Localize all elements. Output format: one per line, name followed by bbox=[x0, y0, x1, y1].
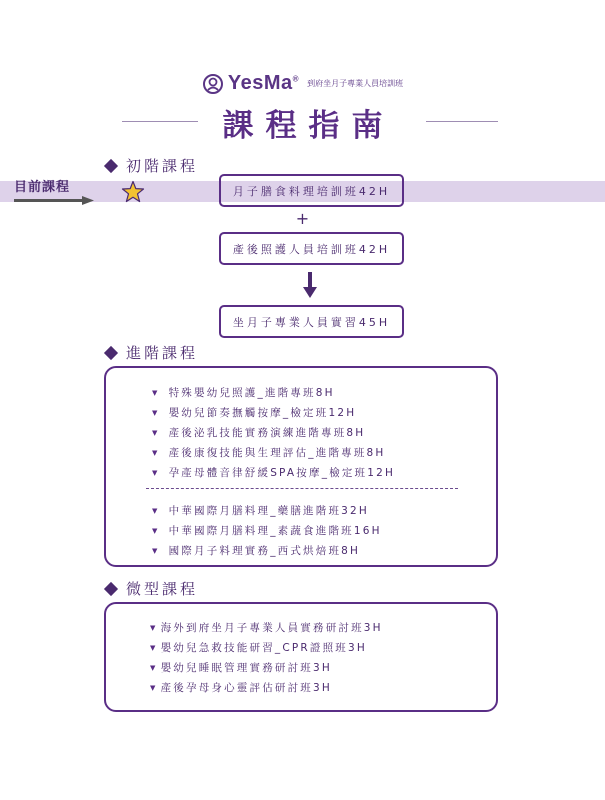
advanced-course-panel bbox=[104, 366, 498, 567]
triangle-bullet-icon: ▼ bbox=[150, 623, 158, 632]
triangle-bullet-icon: ▼ bbox=[150, 643, 158, 652]
list-item: ▼ 特殊嬰幼兒照護_進階專班8H bbox=[152, 387, 335, 399]
micro-course-panel bbox=[104, 602, 498, 712]
list-item: ▼ 中華國際月膳料理_素蔬食進階班16H bbox=[152, 525, 382, 537]
title-row bbox=[0, 100, 605, 144]
basic-heading-label: 初階課程 bbox=[126, 157, 199, 175]
list-item: ▼ 嬰幼兒急救技能研習_CPR證照班3H bbox=[150, 642, 367, 654]
list-item: ▼ 產後孕母身心靈評估研討班3H bbox=[150, 682, 332, 694]
brand-name: YesMa® bbox=[227, 72, 300, 94]
down-arrow-icon bbox=[303, 272, 317, 298]
course-box-postpartum-care: 產後照護人員培訓班42H bbox=[219, 232, 404, 265]
triangle-bullet-icon: ▼ bbox=[150, 683, 158, 692]
plus-sign: + bbox=[295, 209, 310, 228]
list-item: ▼ 產後泌乳技能實務演練進階專班8H bbox=[152, 427, 366, 439]
course-box-current: 月子膳食料理培訓班42H bbox=[219, 174, 404, 207]
triangle-bullet-icon: ▼ bbox=[152, 448, 160, 457]
list-item: ▼ 中華國際月膳料理_藥膳進階班32H bbox=[152, 505, 369, 517]
list-item: ▼ 嬰幼兒節奏撫觸按摩_檢定班12H bbox=[152, 407, 357, 419]
list-item: ▼ 孕產母體音律舒緩SPA按摩_檢定班12H bbox=[152, 467, 396, 479]
triangle-bullet-icon: ▼ bbox=[152, 526, 160, 535]
micro-heading-label: 微型課程 bbox=[126, 580, 199, 598]
right-arrow-icon bbox=[14, 196, 94, 206]
mother-baby-icon bbox=[202, 73, 224, 95]
brand-logo bbox=[0, 72, 605, 99]
list-item: ▼ 海外到府坐月子專業人員實務研討班3H bbox=[150, 622, 383, 634]
diamond-icon bbox=[104, 581, 118, 595]
advanced-heading-label: 進階課程 bbox=[126, 344, 199, 362]
micro-heading bbox=[106, 578, 198, 599]
triangle-bullet-icon: ▼ bbox=[150, 663, 158, 672]
dashed-divider bbox=[146, 488, 458, 489]
brand-tagline: 到府坐月子專業人員培訓班 bbox=[307, 79, 404, 88]
triangle-bullet-icon: ▼ bbox=[152, 408, 160, 417]
page-title: 課程指南 bbox=[222, 108, 395, 144]
triangle-bullet-icon: ▼ bbox=[152, 546, 160, 555]
title-divider-right bbox=[426, 121, 498, 122]
current-course-label: 目前課程 bbox=[14, 180, 71, 195]
diamond-icon bbox=[104, 158, 118, 172]
basic-heading bbox=[106, 155, 198, 176]
list-item: ▼ 嬰幼兒睡眠管理實務研討班3H bbox=[150, 662, 332, 674]
triangle-bullet-icon: ▼ bbox=[152, 428, 160, 437]
triangle-bullet-icon: ▼ bbox=[152, 468, 160, 477]
advanced-heading bbox=[106, 342, 198, 363]
diamond-icon bbox=[104, 345, 118, 359]
list-item: ▼ 產後康復技能與生理評估_進階專班8H bbox=[152, 447, 386, 459]
list-item: ▼ 國際月子料理實務_西式烘焙班8H bbox=[152, 545, 361, 557]
course-box-internship: 坐月子專業人員實習45H bbox=[219, 305, 404, 338]
triangle-bullet-icon: ▼ bbox=[152, 506, 160, 515]
triangle-bullet-icon: ▼ bbox=[152, 388, 160, 397]
star-icon bbox=[121, 180, 145, 204]
